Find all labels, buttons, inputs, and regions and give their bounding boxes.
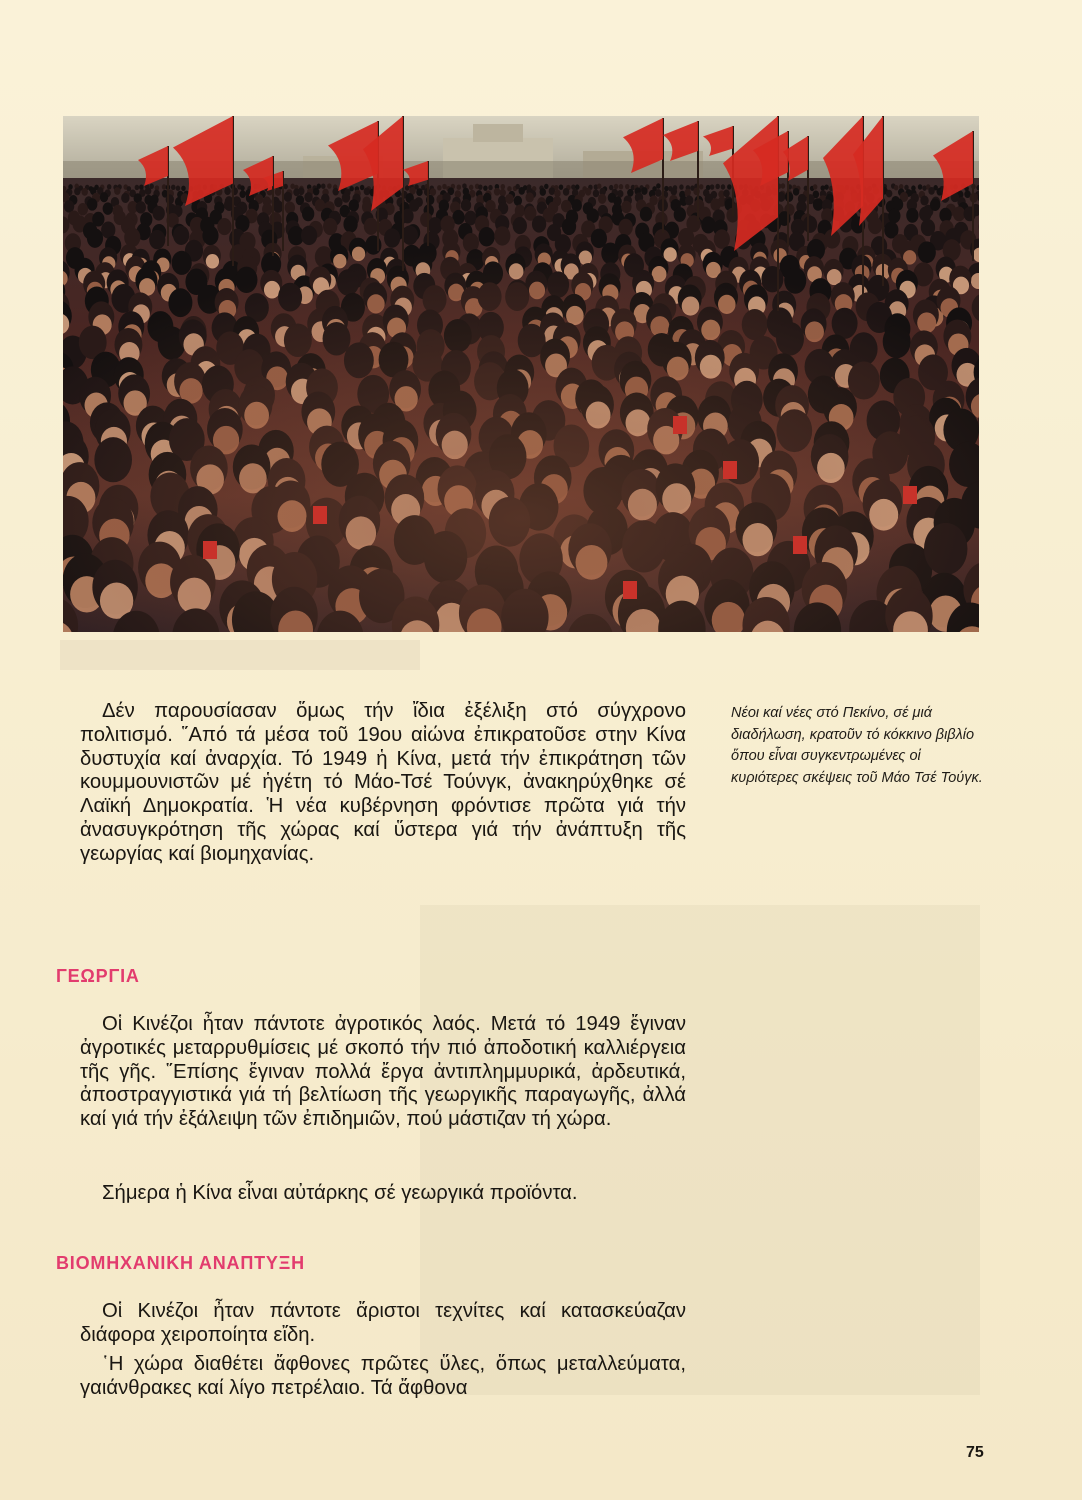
- section-heading-industry: ΒΙΟΜΗΧΑΝΙΚΗ ΑΝΑΠΤΥΞΗ: [56, 1253, 305, 1273]
- agriculture-paragraph: Οἱ Κινέζοι ἦταν πάντοτε ἀγροτικός λαός. Μετά τό 1949 ἔγιναν ἀγροτικές μεταρρυθμίσεις μέ σκοπό τήν πιό ἀποδοτική καλλιέργεια τῆς γῆς. ῞Επίσης ἔγιναν πολλά ἔργα ἀντιπλημμυρικά, ἀρδευτικά, ἀποστραγγιστικά γιά τή βελτίωση τῆς γεωργικῆς παραγωγῆς, ἀλλά καί γιά τήν ἐξάλειψη τῶν ἐπιδημιῶν, πού μάστιζαν τή χώρα.: [80, 1013, 686, 1131]
- industry-paragraph: Οἱ Κινέζοι ἦταν πάντοτε ἄριστοι τεχνίτες καί κατασκεύαζαν διάφορα χειροποίητα εἴδη.: [80, 1300, 686, 1346]
- bleed-through-shade: [60, 640, 420, 670]
- protest-crowd-photo: [63, 116, 979, 632]
- page-number: 75: [966, 1444, 984, 1461]
- agriculture-paragraph: Σήμερα ἡ Κίνα εἶναι αὐτάρκης σέ γεωργικά προϊόντα.: [102, 1182, 578, 1204]
- photo-caption: Νέοι καί νέες στό Πεκίνο, σέ μιά διαδήλωση, κρατοῦν τό κόκκινο βιβλίο ὅπου εἶναι συγκεντρωμένες οἱ κυριότερες σκέψεις τοῦ Μάο Τσέ Τούγκ.: [731, 705, 983, 786]
- section-heading-agriculture: ΓΕΩΡΓΙΑ: [56, 966, 140, 986]
- industry-paragraph: ῾Η χώρα διαθέτει ἄφθονες πρῶτες ὕλες, ὅπως μεταλλεύματα, γαιάνθρακες καί λίγο πετρέλαιο. Τά ἄφθονα: [80, 1353, 686, 1399]
- intro-paragraph: Δέν παρουσίασαν ὅμως τήν ἴδια ἐξέλιξη στό σύγχρονο πολιτισμό. ῞Από τά μέσα τοῦ 19ου αἰώνα ἐπικρατοῦσε στην Κίνα δυστυχία καί ἀναρχία. Τό 1949 ἡ Κίνα, μετά τήν ἐπικράτηση τῶν κουμμουνιστῶν μέ ἡγέτη τό Μάο-Τσέ Τούνγκ, ἀνακηρύχθηκε σέ Λαϊκή Δημοκρατία. Ἡ νέα κυβέρνηση φρόντισε πρῶτα γιά τήν ἀνασυγκρότηση τῆς χώρας καί ὕστερα γιά τήν ἀνάπτυξη τῆς γεωργίας καί βιομηχανίας.: [80, 700, 686, 865]
- photo-protest-crowd-icon: [63, 116, 979, 632]
